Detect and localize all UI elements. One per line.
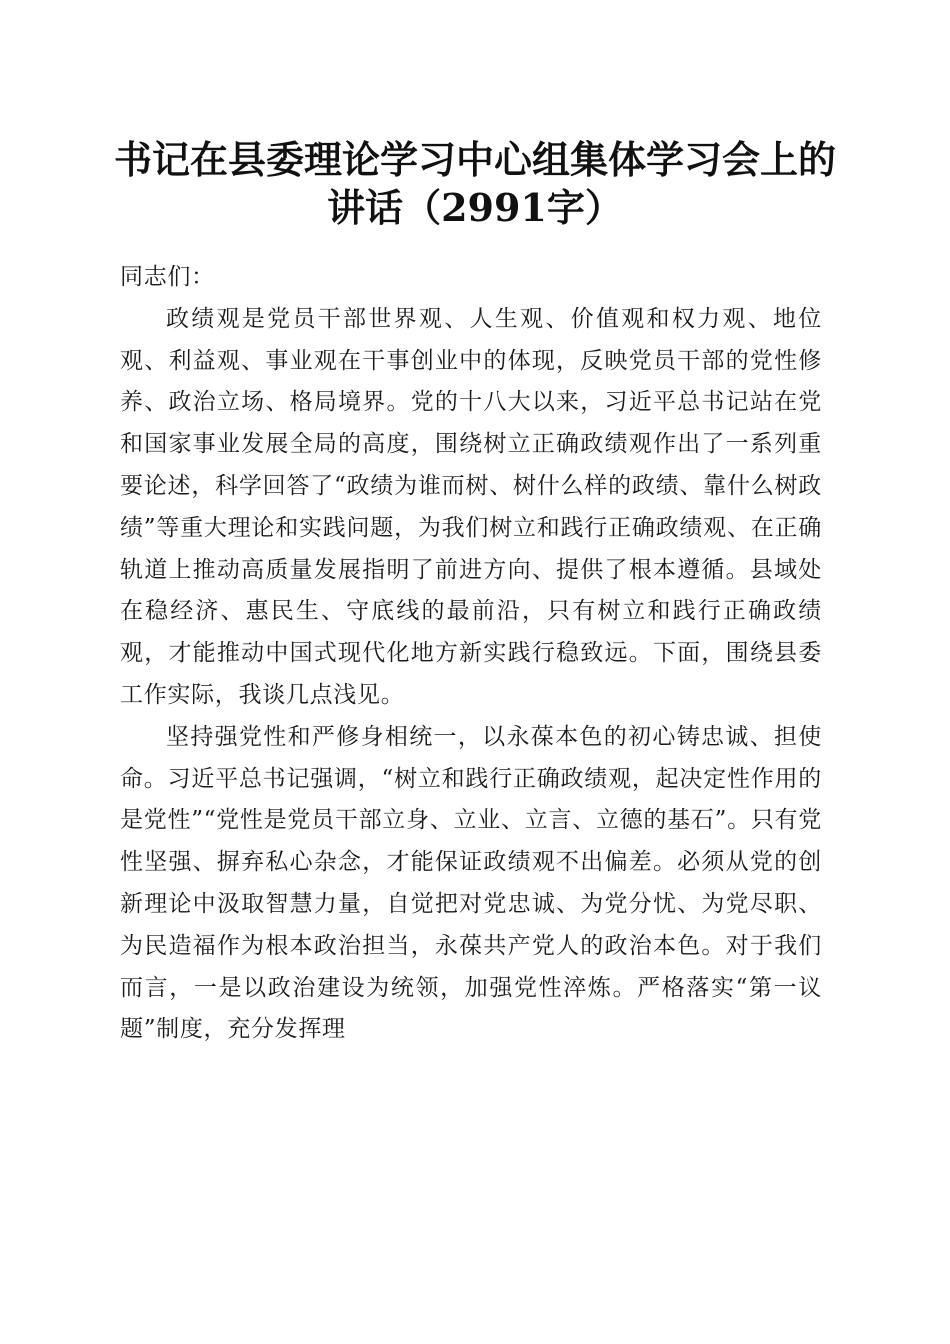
paragraph-1: 政绩观是党员干部世界观、人生观、价值观和权力观、地位观、利益观、事业观在干事创业中的体现，反映党员干部的党性修养、政治立场、格局境界。党的十八大以来，习近平总书记站在党和国家事业发展全局的高度，围绕树立正确政绩观作出了一系列重要论述，科学回答了“政绩为谁而树、树什么样的政绩、靠什么树政绩”等重大理论和实践问题，为我们树立和践行正确政绩观、在正确轨道上推动高质量发展指明了前进方向、提供了根本遵循。县域处在稳经济、惠民生、守底线的最前沿，只有树立和践行正确政绩观，才能推动中国式现代化地方新实践行稳致远。下面，围绕县委工作实际，我谈几点浅见。 — [120, 305, 822, 708]
paragraph-2: 坚持强党性和严修身相统一，以永葆本色的初心铸忠诚、担使命。习近平总书记强调，“树立和践行正确政绩观，起决定性作用的是党性”“党性是党员干部立身、立业、立言、立德的基石”。只有党性坚强、摒弃私心杂念，才能保证政绩观不出偏差。必须从党的创新理论中汲取智慧力量，自觉把对党忠诚、为党分忧、为党尽职、为民造福作为根本政治担当，永葆共产党人的政治本色。对于我们而言，一是以政治建设为统领，加强党性淬炼。严格落实“第一议题”制度，充分发挥理 — [120, 723, 822, 1043]
document-body — [120, 257, 822, 1051]
document-title: 书记在县委理论学习中心组集体学习会上的讲话（2991字） — [113, 137, 836, 230]
salutation: 同志们： — [120, 264, 215, 290]
